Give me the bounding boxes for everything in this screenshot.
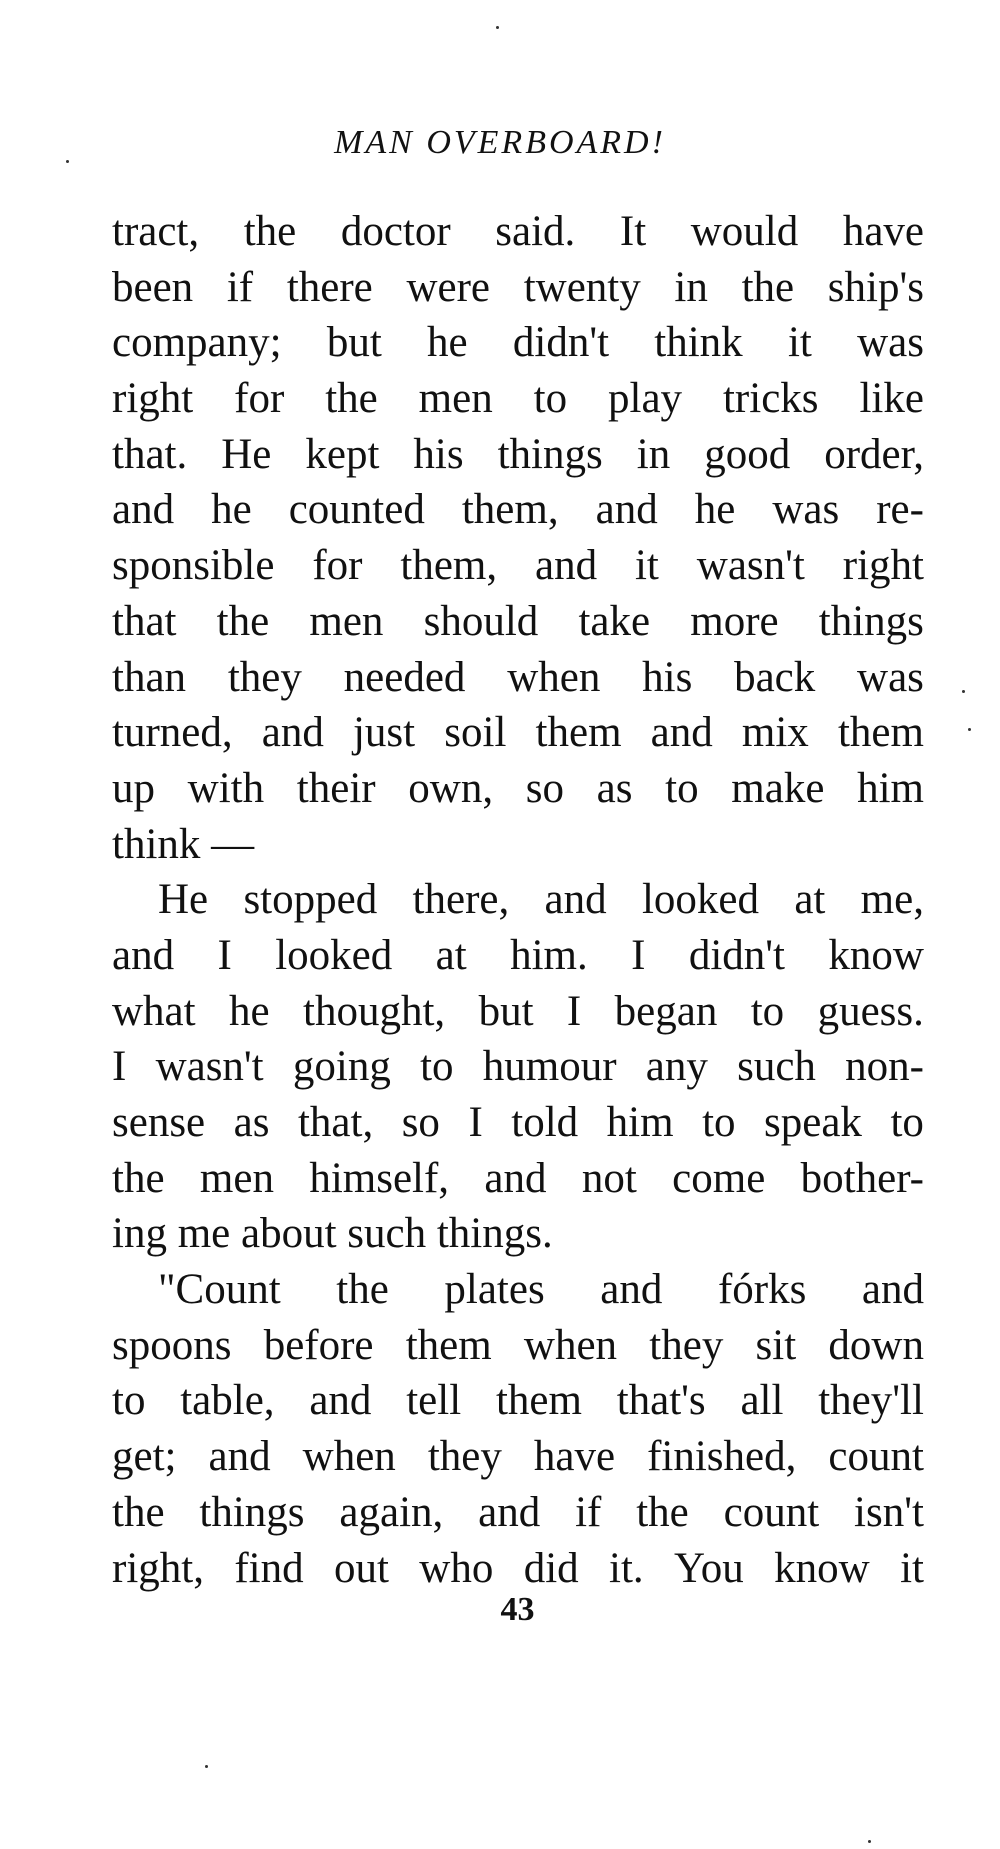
word: were xyxy=(406,263,490,311)
word: and xyxy=(650,709,713,757)
word: take xyxy=(578,597,651,645)
word: things xyxy=(199,1488,305,1536)
word: wasn't xyxy=(155,1043,264,1091)
word: know xyxy=(828,931,924,979)
scan-speck xyxy=(868,1840,871,1843)
word: that's xyxy=(616,1377,706,1425)
word: it xyxy=(787,319,812,367)
word: before xyxy=(263,1321,374,1369)
word: himself, xyxy=(309,1154,450,1202)
word: so xyxy=(525,764,564,812)
word: to xyxy=(750,987,785,1035)
word: him. xyxy=(510,931,588,979)
word: and xyxy=(112,931,175,979)
word: sit xyxy=(755,1321,797,1369)
word: and xyxy=(261,709,324,757)
word: and xyxy=(595,486,658,534)
word: what xyxy=(112,987,196,1035)
word: as xyxy=(596,764,633,812)
word: to xyxy=(702,1099,736,1146)
word: they xyxy=(649,1321,724,1369)
word: them xyxy=(535,709,622,757)
word: was xyxy=(772,486,840,534)
word: think — xyxy=(112,820,255,868)
word: he xyxy=(229,987,270,1035)
word: right, xyxy=(112,1544,204,1592)
word: things xyxy=(497,430,603,478)
word: wasn't xyxy=(696,542,805,590)
word: I xyxy=(217,931,232,979)
text-line xyxy=(112,260,924,316)
word: to xyxy=(420,1043,454,1091)
word: his xyxy=(642,653,693,701)
word: good xyxy=(704,430,791,478)
word: he xyxy=(427,319,468,367)
word: than xyxy=(112,653,187,701)
scan-speck xyxy=(968,728,971,731)
word: in xyxy=(674,263,708,311)
word: out xyxy=(333,1544,389,1592)
word: and xyxy=(112,486,175,534)
word: the xyxy=(325,375,378,423)
word: again, xyxy=(339,1488,444,1536)
word: find xyxy=(234,1544,304,1592)
word: if xyxy=(575,1488,602,1536)
word: men xyxy=(418,375,493,423)
word: when xyxy=(302,1433,396,1481)
word: It xyxy=(619,208,647,255)
word: spoons xyxy=(112,1321,232,1369)
word: humour xyxy=(482,1043,617,1091)
text-line xyxy=(112,1039,924,1095)
word: have xyxy=(533,1433,616,1481)
word: sponsible xyxy=(112,542,275,590)
word: was xyxy=(857,653,924,701)
word: and xyxy=(544,876,607,924)
word: and xyxy=(600,1266,663,1314)
word: plates xyxy=(444,1266,545,1314)
word: the xyxy=(243,208,297,255)
word: them xyxy=(405,1321,492,1369)
text-line xyxy=(112,872,924,928)
word: to xyxy=(112,1377,146,1425)
word: they xyxy=(227,653,302,701)
word: mix xyxy=(741,709,809,757)
word: kept xyxy=(305,430,380,478)
word: soil xyxy=(444,709,507,757)
text-line xyxy=(112,371,924,427)
word: order, xyxy=(824,430,924,478)
word: know xyxy=(774,1544,870,1592)
word: would xyxy=(690,208,799,255)
word: their xyxy=(296,764,376,812)
text-line xyxy=(112,1485,924,1541)
word: finished, xyxy=(647,1433,797,1481)
scan-speck xyxy=(496,26,499,29)
scan-speck xyxy=(66,160,69,163)
word: stopped xyxy=(243,876,378,924)
scan-speck xyxy=(962,690,965,693)
word: back xyxy=(734,653,816,701)
word: they'll xyxy=(818,1377,924,1425)
running-head: MAN OVERBOARD! xyxy=(334,124,666,161)
word: men xyxy=(309,597,384,645)
word: such xyxy=(737,1043,816,1091)
text-line xyxy=(112,1318,924,1374)
word: there, xyxy=(412,876,510,924)
word: it xyxy=(634,542,659,590)
word: him xyxy=(606,1099,674,1146)
word: tell xyxy=(406,1377,462,1425)
word: that xyxy=(112,597,177,645)
word: they xyxy=(427,1433,502,1481)
text-line xyxy=(112,538,924,594)
word: his xyxy=(413,430,464,478)
word: company; xyxy=(112,319,282,367)
word: I xyxy=(631,931,646,979)
word: there xyxy=(286,263,373,311)
word: tract, xyxy=(112,208,200,255)
word: in xyxy=(636,430,671,478)
word: play xyxy=(608,375,683,423)
word: I xyxy=(112,1043,127,1091)
text-line xyxy=(112,928,924,984)
word: when xyxy=(507,653,601,701)
word: he xyxy=(694,486,736,534)
word: right xyxy=(842,542,924,590)
word: "Count xyxy=(158,1266,281,1314)
word: them xyxy=(837,709,924,757)
word: counted xyxy=(288,486,425,534)
word: as xyxy=(233,1099,270,1146)
word: come xyxy=(672,1154,766,1202)
word: isn't xyxy=(854,1488,924,1536)
word: I xyxy=(468,1099,483,1146)
word: turned, xyxy=(112,709,233,757)
word: guess. xyxy=(817,987,924,1035)
text-line xyxy=(112,1429,924,1485)
text-line xyxy=(112,705,924,761)
word: was xyxy=(857,319,924,367)
word: didn't xyxy=(688,931,785,979)
word: thought, xyxy=(303,987,446,1035)
text-line xyxy=(112,1151,924,1207)
word: like xyxy=(859,375,924,423)
word: began xyxy=(614,987,718,1035)
text-line xyxy=(112,594,924,650)
text-line xyxy=(112,984,924,1040)
text-line xyxy=(112,482,924,538)
text-line xyxy=(112,427,924,483)
word: and xyxy=(478,1488,541,1536)
word: any xyxy=(645,1043,708,1091)
word: the xyxy=(112,1488,165,1536)
word: did xyxy=(523,1544,579,1592)
word: didn't xyxy=(512,319,610,367)
word: not xyxy=(581,1154,637,1202)
word: the xyxy=(636,1488,689,1536)
text-line xyxy=(112,650,924,706)
word: twenty xyxy=(523,263,641,311)
word: non- xyxy=(845,1043,924,1091)
word: to xyxy=(665,764,699,812)
word: the xyxy=(112,1154,165,1202)
word: to xyxy=(890,1099,924,1146)
word: own, xyxy=(408,764,494,812)
word: that, xyxy=(297,1099,374,1146)
word: looked xyxy=(641,876,759,924)
word: at xyxy=(794,876,826,924)
text-line xyxy=(112,315,924,371)
word: the xyxy=(336,1266,389,1314)
word: said. xyxy=(495,208,576,255)
word: and xyxy=(309,1377,372,1425)
text-line xyxy=(112,1262,924,1318)
word: doctor xyxy=(340,208,451,255)
word: He xyxy=(158,876,209,924)
word: going xyxy=(292,1043,391,1091)
word: more xyxy=(690,597,779,645)
word: sense xyxy=(112,1099,206,1146)
word: fórks xyxy=(717,1266,807,1314)
word: me, xyxy=(860,876,924,924)
text-line xyxy=(112,817,924,873)
word: get; xyxy=(112,1433,177,1481)
word: bother- xyxy=(800,1154,924,1202)
word: looked xyxy=(275,931,393,979)
word: them, xyxy=(461,486,559,534)
text-line xyxy=(112,1206,924,1262)
word: all xyxy=(740,1377,784,1425)
word: and xyxy=(484,1154,547,1202)
word: speak xyxy=(764,1099,862,1146)
word: when xyxy=(523,1321,618,1369)
word: he xyxy=(211,486,252,534)
word: just xyxy=(352,709,416,757)
word: them, xyxy=(400,542,498,590)
word: re- xyxy=(876,486,924,534)
word: count xyxy=(723,1488,820,1536)
word: at xyxy=(435,931,467,979)
word: it. xyxy=(609,1544,644,1592)
word: have xyxy=(842,208,924,255)
text-line xyxy=(112,761,924,817)
word: right xyxy=(112,375,194,423)
text-line xyxy=(112,204,924,260)
word: the xyxy=(741,263,795,311)
word: You xyxy=(674,1544,744,1592)
word: I xyxy=(566,987,582,1035)
word: for xyxy=(234,375,285,423)
word: table, xyxy=(180,1377,275,1425)
text-line xyxy=(112,1095,924,1151)
word: that. xyxy=(112,430,188,478)
word: if xyxy=(226,263,254,311)
word: He xyxy=(221,430,272,478)
word: them xyxy=(495,1377,582,1425)
word: been xyxy=(112,263,194,311)
word: should xyxy=(423,597,539,645)
word: and xyxy=(535,542,598,590)
scan-speck xyxy=(205,1765,208,1768)
word: make xyxy=(731,764,825,812)
word: the xyxy=(216,597,270,645)
word: men xyxy=(199,1154,274,1202)
word: with xyxy=(187,764,265,812)
word: things xyxy=(818,597,924,645)
word: tricks xyxy=(722,375,819,423)
word: told xyxy=(511,1099,579,1146)
word: and xyxy=(208,1433,271,1481)
page-number: 43 xyxy=(500,1591,535,1628)
word: so xyxy=(401,1099,440,1146)
word: count xyxy=(828,1433,924,1481)
word: it xyxy=(900,1544,924,1592)
word: but xyxy=(326,319,382,367)
text-line xyxy=(112,1373,924,1429)
word: down xyxy=(828,1321,924,1369)
word: needed xyxy=(343,653,466,701)
word: up xyxy=(112,764,155,812)
word: to xyxy=(533,375,568,423)
word: who xyxy=(419,1544,494,1592)
word: and xyxy=(861,1266,924,1314)
body-text xyxy=(112,204,924,1596)
word: for xyxy=(312,542,363,590)
word: think xyxy=(654,319,743,367)
word: ing me about such things. xyxy=(112,1210,553,1258)
word: him xyxy=(857,764,924,812)
word: but xyxy=(478,987,534,1035)
word: ship's xyxy=(827,263,924,311)
